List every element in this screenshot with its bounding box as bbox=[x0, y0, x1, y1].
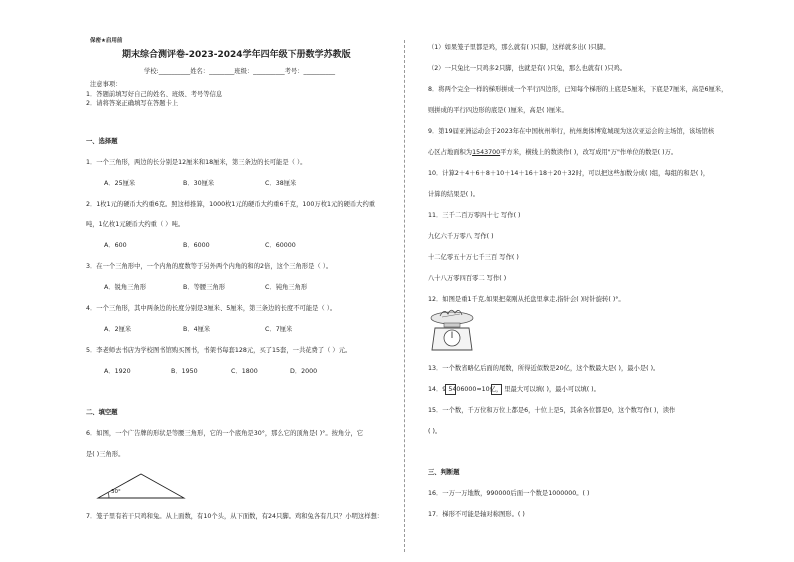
question-15: 15．一个数，千万位和万位上都是6，十位上是5，其余各位都是0，这个数写作( )，读作 bbox=[428, 407, 676, 414]
section-heading-judge: 三、判断题 bbox=[428, 469, 460, 476]
question-8-cont: 则拼成的平行四边形的底是( )厘米，高是( )厘米。 bbox=[428, 107, 568, 114]
option-a[interactable]: A．锐角三角形 bbox=[104, 284, 147, 291]
question-14: 14．9 5406000≈10亿， 里最大可以填( )，最小可以填( )。 bbox=[428, 386, 600, 393]
option-d[interactable]: D．2000 bbox=[290, 368, 318, 375]
angle-label: 30° bbox=[111, 489, 121, 495]
question-11-line: 八十八万零四百零二 写作( ) bbox=[428, 275, 507, 282]
exam-title: 期末综合测评卷-2023-2024学年四年级下册数学苏教版 bbox=[122, 50, 351, 60]
question-6-cont: 是( )三角形。 bbox=[86, 451, 125, 458]
question-10-cont: 计算的结果是( )。 bbox=[428, 191, 479, 198]
option-a[interactable]: A．25厘米 bbox=[104, 180, 136, 187]
option-a[interactable]: A．600 bbox=[104, 242, 127, 249]
isosceles-triangle-figure bbox=[96, 470, 186, 500]
option-c[interactable]: C．钝角三角形 bbox=[265, 284, 308, 291]
question-11-line: 九亿六千万零八 写作( ) bbox=[428, 233, 494, 240]
question-5: 5．李老师去书店为学校图书馆购买图书，书架书每套128元，买了15套，一共花费了（ ）元。 bbox=[86, 347, 352, 354]
column-divider bbox=[404, 40, 405, 552]
option-a[interactable]: A．1920 bbox=[104, 368, 131, 375]
secret-label: 保密★启用前 bbox=[90, 38, 123, 44]
option-a[interactable]: A．2厘米 bbox=[104, 326, 132, 333]
question-10: 10．计算2＋4＋6＋8＋10＋14＋16＋18＋20＋32时，可以把这些加数分成( )组，每组的和是( )， bbox=[428, 170, 710, 177]
question-2-cont: 吨，1亿枚1元硬币大约重（ ）吨。 bbox=[86, 221, 185, 228]
option-c[interactable]: C．60000 bbox=[265, 242, 296, 249]
option-c[interactable]: C．38厘米 bbox=[265, 180, 297, 187]
question-2: 2．1枚1元的硬币大约重6克。照这样推算，1000枚1元的硬币大约重6千克，100万枚1元的硬币大约重 bbox=[86, 201, 376, 208]
student-info-line: 学校:__________姓名：________班级：__________考号：__________ bbox=[144, 68, 336, 75]
blank-box bbox=[491, 384, 502, 395]
option-b[interactable]: B．30厘米 bbox=[183, 180, 215, 187]
question-16: 16．一万一万地数，990000后面一个数是1000000。( ) bbox=[428, 490, 590, 497]
note-item: 2．请将答案正确填写在答题卡上 bbox=[86, 100, 179, 107]
question-8: 8．将两个完全一样的梯形拼成一个平行四边形，已知每个梯形的上底是5厘米，下底是7厘米，高是6厘米， bbox=[428, 86, 728, 93]
area-number: 1543700 bbox=[472, 149, 501, 156]
section-heading-fill: 二、填空题 bbox=[86, 409, 118, 416]
question-11-line: 十二亿零五十万七千三百 写作( ) bbox=[428, 254, 519, 261]
question-12: 12．如图是重1千克,如果把菜刚从托盘里拿走,指针会( )时针旋转( )°。 bbox=[428, 296, 625, 303]
question-7: 7．笼子里有若干只鸡和兔。从上面数，有10个头，从下面数，有24只脚。鸡和兔各有几只？小明这样想： bbox=[86, 513, 384, 520]
question-4: 4．一个三角形，其中两条边的长度分别是3厘米、5厘米，第三条边的长度不可能是（ ）。 bbox=[86, 305, 337, 312]
question-15-cont: ( )。 bbox=[428, 428, 442, 435]
question-1: 1．一个三角形，两边的长分别是12厘米和18厘米，第三条边的长可能是（ ）。 bbox=[86, 159, 307, 166]
option-b[interactable]: B．等腰三角形 bbox=[183, 284, 226, 291]
note-item: 1．答题前填写好自己的姓名、班级、考号等信息 bbox=[86, 91, 223, 98]
question-17: 17．梯形不可能是轴对称图形。( ) bbox=[428, 511, 525, 518]
blank-box bbox=[445, 384, 456, 395]
question-13: 13．一个数省略亿后面的尾数，所得近似数是20亿，这个数最大是( )，最小是( )。 bbox=[428, 365, 660, 372]
question-11-line: 11．三千二百万零四十七 写作( ) bbox=[428, 212, 521, 219]
option-b[interactable]: B．6000 bbox=[183, 242, 210, 249]
question-9: 9．第19届亚洲运动会于2023年在中国杭州举行，杭州奥体博览城现为这次亚运会的主场馆，该场馆核 bbox=[428, 128, 715, 135]
question-7-part-1: （1）如果笼子里都是鸡，那么就有( )只脚，这样就多出( )只脚。 bbox=[428, 44, 610, 51]
option-b[interactable]: B．4厘米 bbox=[183, 326, 211, 333]
question-3: 3．在一个三角形中，一个内角的度数等于另外两个内角的和的2倍，这个三角形是（ ）。 bbox=[86, 263, 333, 270]
question-9-cont: 心区占地面积为1543700平方米，横线上的数读作( )，改写成用"万"作单位的数是( )万。 bbox=[428, 149, 678, 156]
question-7-part-2: （2）一只兔比一只鸡多2只脚，也就是有( )只兔，那么也就有( )只鸡。 bbox=[428, 65, 627, 72]
option-b[interactable]: B．1950 bbox=[171, 368, 198, 375]
option-c[interactable]: C．1800 bbox=[231, 368, 258, 375]
section-heading-choice: 一、选择题 bbox=[86, 138, 118, 145]
kitchen-scale-image bbox=[428, 304, 476, 354]
notes-heading: 注意事项： bbox=[90, 81, 122, 88]
question-6: 6．如图，一个广告牌的形状是等腰三角形，它的一个底角是30°，那么它的顶角是( )°。按角分，它 bbox=[86, 430, 364, 437]
option-c[interactable]: C．7厘米 bbox=[265, 326, 293, 333]
